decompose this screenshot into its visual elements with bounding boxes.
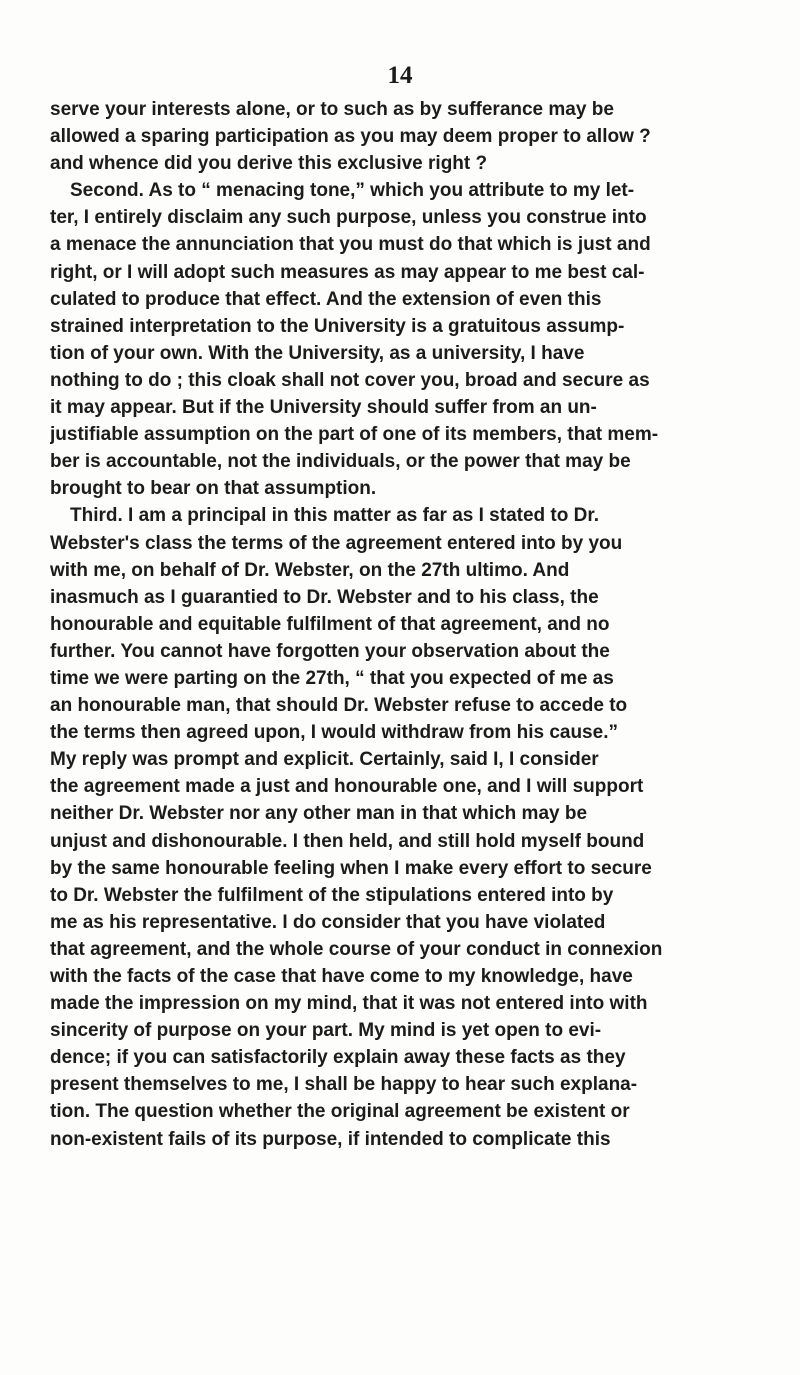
text-line: non-existent fails of its purpose, if intended to complicate this xyxy=(50,1128,611,1150)
body-text xyxy=(50,96,790,1153)
text-line: strained interpretation to the University is a gratuitous assump- xyxy=(50,315,625,337)
text-line: with me, on behalf of Dr. Webster, on the 27th ultimo. And xyxy=(50,559,570,581)
text-line: by the same honourable feeling when I make every effort to secure xyxy=(50,857,652,879)
text-line: nothing to do ; this cloak shall not cover you, broad and secure as xyxy=(50,369,650,391)
text-line: honourable and equitable fulfilment of that agreement, and no xyxy=(50,613,610,635)
text-line: that agreement, and the whole course of your conduct in connexion xyxy=(50,938,663,960)
text-line: culated to produce that effect. And the extension of even this xyxy=(50,288,602,310)
text-line: and whence did you derive this exclusive right ? xyxy=(50,153,488,175)
text-line: unjust and dishonourable. I then held, and still hold myself bound xyxy=(50,830,645,852)
text-line: with the facts of the case that have come to my knowledge, have xyxy=(50,966,633,987)
text-line: Third. I am a principal in this matter as far as I stated to Dr. xyxy=(70,505,599,527)
text-line: inasmuch as I guarantied to Dr. Webster and to his class, the xyxy=(50,586,599,608)
text-line: tion. The question whether the original agreement be existent or xyxy=(50,1101,630,1123)
text-line: ber is accountable, not the individuals, or the power that may be xyxy=(50,451,631,473)
text-line: neither Dr. Webster nor any other man in that which may be xyxy=(50,803,588,825)
text-line: the agreement made a just and honourable one, and I will support xyxy=(50,776,644,798)
text-line: dence; if you can satisfactorily explain away these facts as they xyxy=(50,1047,626,1069)
page-number: 14 xyxy=(387,62,413,89)
text-line: My reply was prompt and explicit. Certainly, said I, I consider xyxy=(50,749,599,771)
text-line: sincerity of purpose on your part. My mind is yet open to evi- xyxy=(50,1020,602,1042)
text-line: right, or I will adopt such measures as may appear to me best cal- xyxy=(50,261,645,283)
text-line: a menace the annunciation that you must do that which is just and xyxy=(50,234,651,256)
text-line: an honourable man, that should Dr. Webster refuse to accede to xyxy=(50,695,628,717)
text-line: justifiable assumption on the part of one of its members, that mem- xyxy=(50,424,659,446)
text-line: brought to bear on that assumption. xyxy=(50,478,377,500)
text-line: Second. As to “ menacing tone,” which you attribute to my let- xyxy=(70,180,635,202)
text-line: made the impression on my mind, that it was not entered into with xyxy=(50,993,648,1015)
text-line: ter, I entirely disclaim any such purpose, unless you construe into xyxy=(50,207,647,229)
text-line: serve your interests alone, or to such as by sufferance may be xyxy=(50,99,614,120)
text-line: allowed a sparing participation as you may deem proper to allow ? xyxy=(50,126,651,148)
text-line: Webster's class the terms of the agreement entered into by you xyxy=(50,532,623,554)
text-line: to Dr. Webster the fulfilment of the stipulations entered into by xyxy=(50,884,614,906)
text-line: tion of your own. With the University, as a university, I have xyxy=(50,342,585,364)
text-line: me as his representative. I do consider that you have violated xyxy=(50,911,606,933)
text-line: the terms then agreed upon, I would withdraw from his cause.” xyxy=(50,722,618,744)
text-line: further. You cannot have forgotten your observation about the xyxy=(50,640,610,662)
text-line: present themselves to me, I shall be happy to hear such explana- xyxy=(50,1074,638,1096)
text-line: it may appear. But if the University should suffer from an un- xyxy=(50,397,597,419)
text-line: time we were parting on the 27th, “ that you expected of me as xyxy=(50,667,614,689)
